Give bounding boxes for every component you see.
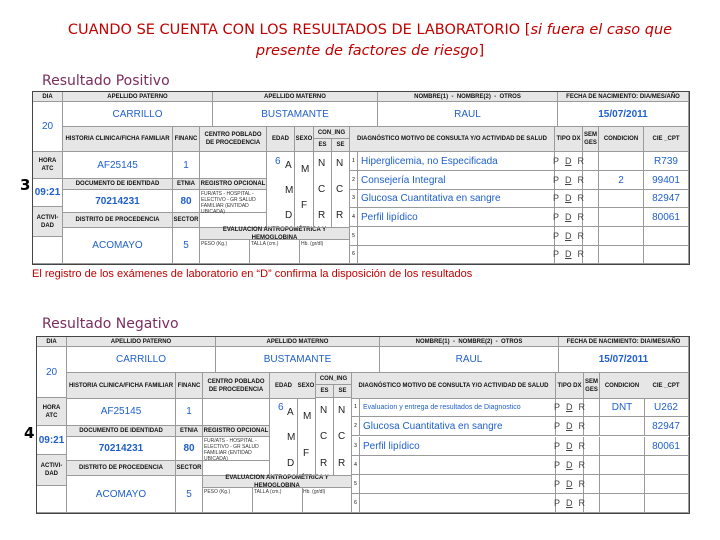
header-distrito: DISTRITO DE PROCEDENCIA xyxy=(63,213,173,228)
sector-value: 5 xyxy=(173,228,200,264)
header-sector: SECTOR xyxy=(173,213,200,228)
tipo-dx-p: P xyxy=(553,231,560,241)
cie-value xyxy=(644,494,689,513)
header-actividad: ACTIVI-DAD xyxy=(37,455,67,486)
financ-value: 1 xyxy=(173,152,200,179)
con-ing-option: R xyxy=(338,458,346,469)
sem-ges-value xyxy=(584,494,600,513)
sem-ges-value xyxy=(584,417,600,436)
condicion-value xyxy=(599,245,644,264)
condicion-value: 2 xyxy=(599,171,644,190)
tipo-dx-d: D xyxy=(566,441,573,451)
registry-table-negative xyxy=(36,336,690,514)
header-edad: EDAD xyxy=(267,127,295,152)
con-ing-option: C xyxy=(338,431,346,442)
header-registro: REGISTRO OPCIONAL xyxy=(200,179,267,190)
header-cie: CIE _CPT xyxy=(644,373,689,399)
condicion-value: DNT xyxy=(600,398,645,417)
header-peso: PESO (Kg.) xyxy=(203,488,253,513)
empty-cell xyxy=(37,485,67,513)
financ-value: 1 xyxy=(176,398,203,426)
header-hb: Hb. (gr/dl) xyxy=(300,240,350,264)
edad-value: 6 xyxy=(275,156,281,167)
header-apellido-materno: APELLIDO MATERNO xyxy=(216,337,380,347)
con-ing-option: N xyxy=(320,405,328,416)
header-cie: CIE _CPT xyxy=(644,127,689,152)
condicion-value xyxy=(600,417,645,436)
diagnostico-value: Hiperglicemia, no Especificada xyxy=(358,152,555,171)
header-etnia: ETNIA xyxy=(173,179,200,190)
edad-unit: D xyxy=(285,210,293,221)
tipo-dx-p: P xyxy=(554,479,561,489)
tipo-dx-r: R xyxy=(578,479,586,489)
con-ing-option: C xyxy=(320,431,328,442)
tipo-dx-options xyxy=(555,208,583,227)
header-etnia: ETNIA xyxy=(176,426,203,437)
header-evaluacion: EVALUACION ANTROPOMÉTRICA Y HEMOGLOBINA xyxy=(200,228,350,240)
header-financ: FINANC xyxy=(176,373,203,399)
tipo-dx-r: R xyxy=(577,175,585,185)
header-talla: TALLA (cm.) xyxy=(253,488,303,513)
diagnostico-value: Glucosa Cuantitativa en sangre xyxy=(358,189,555,208)
header-financ: FINANC xyxy=(173,127,200,152)
tipo-dx-options xyxy=(556,417,584,436)
tipo-dx-d: D xyxy=(566,421,573,431)
header-apellido-paterno: APELLIDO PATERNO xyxy=(63,92,213,102)
tipo-dx-options xyxy=(555,152,583,171)
cie-value xyxy=(644,245,689,264)
edad-unit: M xyxy=(287,432,296,443)
tipo-dx-options xyxy=(556,494,584,513)
header-documento: DOCUMENTO DE IDENTIDAD xyxy=(63,179,173,190)
nombre-value: RAUL xyxy=(380,347,559,373)
registro-note: FUR/ATS - HOSPITAL - ELECTIVO - GR SALUD FAMILIAR (ENTIDAD UBICADA) xyxy=(203,437,270,461)
cie-value xyxy=(644,227,689,246)
tipo-dx-p: P xyxy=(554,498,561,508)
condicion-value xyxy=(599,208,644,227)
condicion-value xyxy=(600,437,645,456)
condicion-value xyxy=(600,475,645,494)
cie-value xyxy=(644,456,689,475)
tipo-dx-d: D xyxy=(566,402,573,412)
header-sexo: SEXO xyxy=(295,127,314,152)
header-peso: PESO (Kg.) xyxy=(200,240,250,264)
tipo-dx-d: D xyxy=(566,479,573,489)
tipo-dx-options xyxy=(555,245,583,264)
diagnostico-value xyxy=(360,494,556,513)
distrito-value: ACOMAYO xyxy=(63,228,173,264)
tipo-dx-r: R xyxy=(577,212,585,222)
diagnostico-value xyxy=(360,456,556,475)
header-actividad: ACTIVI-DAD xyxy=(33,207,63,237)
diagnostico-row-number: 6 xyxy=(352,494,360,513)
diagnostico-row-number: 4 xyxy=(350,208,358,227)
header-apellido-paterno: APELLIDO PATERNO xyxy=(67,337,216,347)
row-number: 4 xyxy=(24,424,35,442)
tipo-dx-r: R xyxy=(578,460,586,470)
diagnostico-row-number: 1 xyxy=(352,398,360,417)
diagnostico-row-number: 3 xyxy=(352,437,360,456)
registro-note: FUR/ATS - HOSPITAL - ELECTIVO - GR SALUD FAMILIAR (ENTIDAD UBICADA) xyxy=(200,190,267,213)
nombre-value: RAUL xyxy=(378,102,558,127)
tipo-dx-r: R xyxy=(577,193,585,203)
header-hora: HORA ATC xyxy=(37,398,67,426)
edad-unit: M xyxy=(285,185,294,196)
header-evaluacion: EVALUACION ANTROPOMÉTRICA Y HEMOGLOBINA xyxy=(203,476,352,488)
tipo-dx-r: R xyxy=(577,156,585,166)
header-documento: DOCUMENTO DE IDENTIDAD xyxy=(67,426,176,437)
header-tipo-dx: TIPO DX xyxy=(556,373,584,399)
apellido-paterno-value: CARRILLO xyxy=(63,102,213,127)
con-ing-option: R xyxy=(318,210,326,221)
edad-unit: A xyxy=(285,160,292,171)
registry-table-positive xyxy=(32,91,690,265)
apellido-materno-value: BUSTAMANTE xyxy=(213,102,378,127)
edad-unit: D xyxy=(287,458,295,469)
cie-value: 80061 xyxy=(644,208,689,227)
header-sector: SECTOR xyxy=(176,461,203,476)
condicion-value xyxy=(600,456,645,475)
header-fecha-nacimiento: FECHA DE NACIMIENTO: DIA/MES/AÑO xyxy=(559,337,689,347)
diagnostico-row-number: 3 xyxy=(350,189,358,208)
dia-value: 20 xyxy=(37,347,67,398)
tipo-dx-options xyxy=(556,456,584,475)
tipo-dx-d: D xyxy=(565,212,572,222)
sexo-block xyxy=(297,398,316,476)
hora-value: 09:21 xyxy=(37,426,67,455)
header-condicion: CONDICION xyxy=(600,373,645,399)
con-ing-option: N xyxy=(336,158,344,169)
hora-value: 09:21 xyxy=(33,179,63,207)
documento-value: 70214231 xyxy=(63,190,173,213)
sem-ges-value xyxy=(583,171,599,190)
header-hb: Hb. (gr/dl) xyxy=(302,488,352,513)
con-ing-option: R xyxy=(336,210,344,221)
header-hora: HORA ATC xyxy=(33,152,63,179)
cie-value: 82947 xyxy=(644,417,689,436)
historia-value: AF25145 xyxy=(67,398,176,426)
tipo-dx-d: D xyxy=(565,231,572,241)
sem-ges-value xyxy=(583,227,599,246)
sem-ges-value xyxy=(584,398,600,417)
diagnostico-value xyxy=(360,475,556,494)
section-label-negative: Resultado Negativo xyxy=(42,316,179,332)
edad-value: 6 xyxy=(278,402,284,413)
diagnostico-value xyxy=(358,245,555,264)
caption-note: El registro de los exámenes de laboratorio en “D” confirma la disposición de los resultados xyxy=(32,268,473,280)
header-apellido-materno: APELLIDO MATERNO xyxy=(213,92,378,102)
tipo-dx-d: D xyxy=(566,460,573,470)
header-nombres: NOMBRE(1) - NOMBRE(2) - OTROS xyxy=(380,337,559,347)
tipo-dx-p: P xyxy=(553,156,560,166)
header-registro: REGISTRO OPCIONAL xyxy=(203,426,270,437)
con-ing-option: C xyxy=(336,184,344,195)
empty-cell xyxy=(33,237,63,264)
sem-ges-value xyxy=(583,245,599,264)
fecha-nacimiento-value: 15/07/2011 xyxy=(559,347,689,373)
cie-value: R739 xyxy=(644,152,689,171)
tipo-dx-d: D xyxy=(566,498,573,508)
diagnostico-value: Perfil lipídico xyxy=(358,208,555,227)
fecha-nacimiento-value: 15/07/2011 xyxy=(558,102,689,127)
tipo-dx-p: P xyxy=(554,460,561,470)
sem-ges-value xyxy=(584,437,600,456)
sexo-option: F xyxy=(301,200,308,211)
tipo-dx-r: R xyxy=(578,498,586,508)
header-historia: HISTORIA CLINICA/FICHA FAMILIAR xyxy=(67,373,176,399)
row-number: 3 xyxy=(20,176,31,194)
tipo-dx-d: D xyxy=(565,249,572,259)
sexo-option: M xyxy=(303,411,312,422)
tipo-dx-p: P xyxy=(554,402,561,412)
section-label-positive: Resultado Positivo xyxy=(42,73,170,89)
sector-value: 5 xyxy=(176,476,203,513)
cie-value: U262 xyxy=(644,398,689,417)
tipo-dx-options xyxy=(555,171,583,190)
tipo-dx-options xyxy=(556,398,584,417)
header-con-ing: CON_ING xyxy=(316,373,352,385)
edad-unit: A xyxy=(287,407,294,418)
header-edad: EDAD xyxy=(270,373,298,399)
sem-ges-value xyxy=(583,152,599,171)
header-es: ES xyxy=(316,385,334,398)
diagnostico-value: Evaluacion y entrega de resultados de Diagnostico xyxy=(360,398,556,417)
tipo-dx-options xyxy=(556,437,584,456)
condicion-value xyxy=(600,494,645,513)
con-ing-option: N xyxy=(338,405,346,416)
cie-value: 99401 xyxy=(644,171,689,190)
etnia-value: 80 xyxy=(176,437,203,461)
header-se: SE xyxy=(332,139,350,152)
header-talla: TALLA (cm.) xyxy=(250,240,300,264)
header-sem-ges: SEM GES xyxy=(583,127,599,152)
condicion-value xyxy=(599,189,644,208)
sexo-option: M xyxy=(301,164,310,175)
header-nombres: NOMBRE(1) - NOMBRE(2) - OTROS xyxy=(378,92,558,102)
diagnostico-row-number: 2 xyxy=(352,417,360,436)
diagnostico-row-number: 2 xyxy=(350,171,358,190)
con-ing-option: C xyxy=(318,184,326,195)
header-fecha-nacimiento: FECHA DE NACIMIENTO: DIA/MES/AÑO xyxy=(558,92,689,102)
con-ing-option: R xyxy=(320,458,328,469)
header-centro-poblado: CENTRO POBLADO DE PROCEDENCIA xyxy=(203,373,270,399)
tipo-dx-d: D xyxy=(565,175,572,185)
sem-ges-value xyxy=(583,208,599,227)
header-dia: DIA xyxy=(37,337,67,347)
diagnostico-row-number: 6 xyxy=(350,245,358,264)
historia-value: AF25145 xyxy=(63,152,173,179)
sexo-option: F xyxy=(303,448,310,459)
header-sem-ges: SEM GES xyxy=(584,373,600,399)
tipo-dx-r: R xyxy=(578,421,586,431)
documento-value: 70214231 xyxy=(67,437,176,461)
document-title: CUANDO SE CUENTA CON LOS RESULTADOS DE LABORATORIO [si fuera el caso que presente de factores de riesgo] xyxy=(67,22,673,59)
diagnostico-row-number: 5 xyxy=(352,475,360,494)
tipo-dx-options xyxy=(556,475,584,494)
tipo-dx-d: D xyxy=(565,193,572,203)
sem-ges-value xyxy=(584,475,600,494)
header-diagnostico: DIAGNÓSTICO MOTIVO DE CONSULTA Y/O ACTIVIDAD DE SALUD xyxy=(350,127,555,152)
header-es: ES xyxy=(314,139,332,152)
header-historia: HISTORIA CLINICA/FICHA FAMILIAR xyxy=(63,127,173,152)
tipo-dx-r: R xyxy=(577,249,585,259)
header-tipo-dx: TIPO DX xyxy=(555,127,583,152)
condicion-value xyxy=(599,227,644,246)
apellido-materno-value: BUSTAMANTE xyxy=(216,347,380,373)
cie-value: 80061 xyxy=(644,437,689,456)
cie-value xyxy=(644,475,689,494)
diagnostico-value: Consejería Integral xyxy=(358,171,555,190)
diagnostico-row-number: 4 xyxy=(352,456,360,475)
diagnostico-value xyxy=(358,227,555,246)
tipo-dx-p: P xyxy=(553,193,560,203)
tipo-dx-r: R xyxy=(578,441,586,451)
tipo-dx-r: R xyxy=(577,231,585,241)
tipo-dx-p: P xyxy=(553,212,560,222)
dia-value: 20 xyxy=(33,102,63,152)
header-diagnostico: DIAGNÓSTICO MOTIVO DE CONSULTA Y/O ACTIVIDAD DE SALUD xyxy=(352,373,556,399)
tipo-dx-options xyxy=(555,189,583,208)
header-dia: DIA xyxy=(33,92,63,102)
sem-ges-value xyxy=(583,189,599,208)
tipo-dx-p: P xyxy=(554,441,561,451)
tipo-dx-p: P xyxy=(553,249,560,259)
con-ing-option: N xyxy=(318,158,326,169)
sem-ges-value xyxy=(584,456,600,475)
diagnostico-value: Glucosa Cuantitativa en sangre xyxy=(360,417,556,436)
diagnostico-value: Perfil lipídico xyxy=(360,437,556,456)
centro-poblado-value xyxy=(200,152,267,179)
tipo-dx-p: P xyxy=(554,421,561,431)
tipo-dx-d: D xyxy=(565,156,572,166)
centro-poblado-value xyxy=(203,398,270,426)
header-se: SE xyxy=(334,385,352,398)
diagnostico-row-number: 1 xyxy=(350,152,358,171)
tipo-dx-options xyxy=(555,227,583,246)
header-sexo: SEXO xyxy=(297,373,316,399)
tipo-dx-p: P xyxy=(553,175,560,185)
header-distrito: DISTRITO DE PROCEDENCIA xyxy=(67,461,176,476)
header-centro-poblado: CENTRO POBLADO DE PROCEDENCIA xyxy=(200,127,267,152)
etnia-value: 80 xyxy=(173,190,200,213)
apellido-paterno-value: CARRILLO xyxy=(67,347,216,373)
condicion-value xyxy=(599,152,644,171)
diagnostico-row-number: 5 xyxy=(350,227,358,246)
cie-value: 82947 xyxy=(644,189,689,208)
tipo-dx-r: R xyxy=(578,402,586,412)
header-condicion: CONDICION xyxy=(599,127,644,152)
distrito-value: ACOMAYO xyxy=(67,476,176,513)
header-con-ing: CON_ING xyxy=(314,127,350,139)
